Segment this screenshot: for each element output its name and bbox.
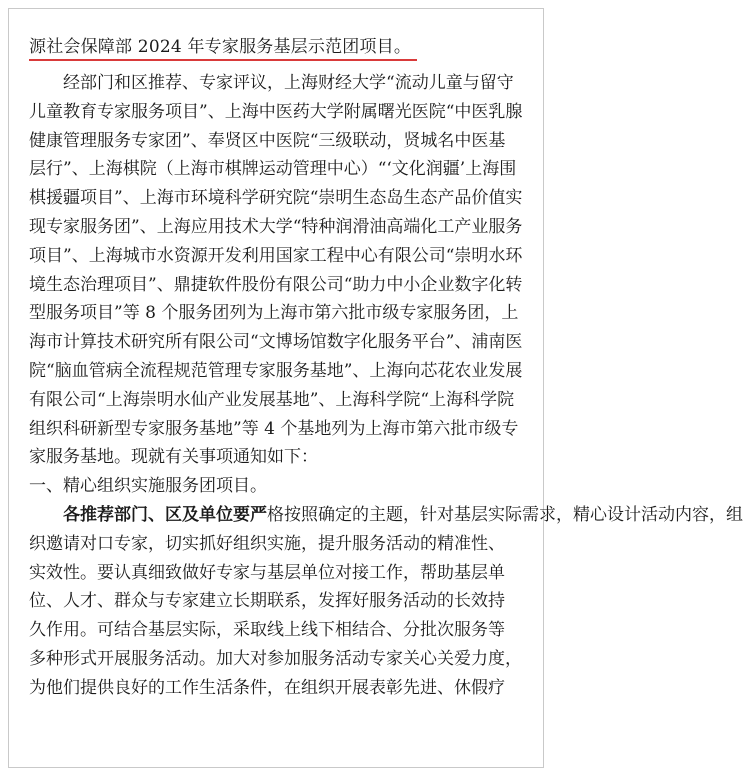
paragraph-line — [29, 69, 527, 98]
paragraph-line: 家服务基地。现就有关事项通知如下： — [29, 447, 318, 468]
section-heading: 各推荐部门、区及单位要严 — [63, 504, 267, 525]
paragraph-line: 院“脑血管病全流程规范管理专家服务基地”、上海向芯花农业发展 — [29, 360, 523, 381]
paragraph-line: 儿童教育专家服务项目”、上海中医药大学附属曙光医院“中医乳腺 — [29, 101, 523, 122]
paragraph-line: 一、精心组织实施服务团项目。 — [29, 476, 267, 497]
paragraph-line — [29, 703, 527, 732]
document-page — [8, 8, 743, 768]
paragraph-line: 健康管理服务专家团”、奉贤区中医院“三级联动，贤城名中医基 — [29, 130, 506, 151]
paragraph-line: 海市计算技术研究所有限公司“文博场馆数字化服务平台”、浦南医 — [29, 332, 523, 353]
paragraph-line: 棋援疆项目”、上海市环境科学研究院“崇明生态岛生态产品价值实 — [29, 188, 523, 209]
paragraph-line: 境生态治理项目”、鼎捷软件股份有限公司“助力中小企业数字化转 — [29, 274, 523, 295]
red-underline-annotation — [29, 59, 417, 61]
document-body — [29, 69, 743, 731]
paragraph-line: 实效性。要认真细致做好专家与基层单位对接工作，帮助基层单 — [29, 562, 505, 583]
paragraph-line: 织邀请对口专家，切实抓好组织实施，提升服务活动的精准性、 — [29, 533, 505, 554]
paragraph-line: 久作用。可结合基层实际，采取线上线下相结合、分批次服务等 — [29, 620, 505, 641]
paragraph-line: 有限公司“上海崇明水仙产业发展基地”、上海科学院“上海科学院 — [29, 389, 515, 410]
paragraph-line — [29, 501, 743, 530]
paragraph-line: 组织科研新型专家服务基地”等 4 个基地列为上海市第六批市级专 — [29, 418, 519, 439]
paragraph-text: 格按照确定的主题，针对基层实际需求，精心设计活动内容，组 — [267, 504, 743, 525]
paragraph-line: 多种形式开展服务活动。加大对参加服务活动专家关心关爱力度， — [29, 648, 522, 669]
paragraph-text: 经部门和区推荐、专家评议，上海财经大学“流动儿童与留守 — [63, 73, 514, 93]
paragraph-line: 项目”、上海城市水资源开发利用国家工程中心有限公司“崇明水环 — [29, 245, 523, 266]
document-line-1: 源社会保障部 2024 年专家服务基层示范团项目。 — [29, 37, 412, 57]
paragraph-line: 层行”、上海棋院（上海市棋牌运动管理中心）“‘文化润疆’上海围 — [29, 159, 517, 180]
paragraph-line: 现专家服务团”、上海应用技术大学“特种润滑油高端化工产业服务 — [29, 216, 523, 237]
paragraph-line: 位、人才、群众与专家建立长期联系，发挥好服务活动的长效持 — [29, 591, 505, 612]
paragraph-line: 型服务项目”等 8 个服务团列为上海市第六批市级专家服务团，上 — [29, 303, 519, 324]
paragraph-line: 为他们提供良好的工作生活条件，在组织开展表彰先进、休假疗 — [29, 677, 505, 698]
